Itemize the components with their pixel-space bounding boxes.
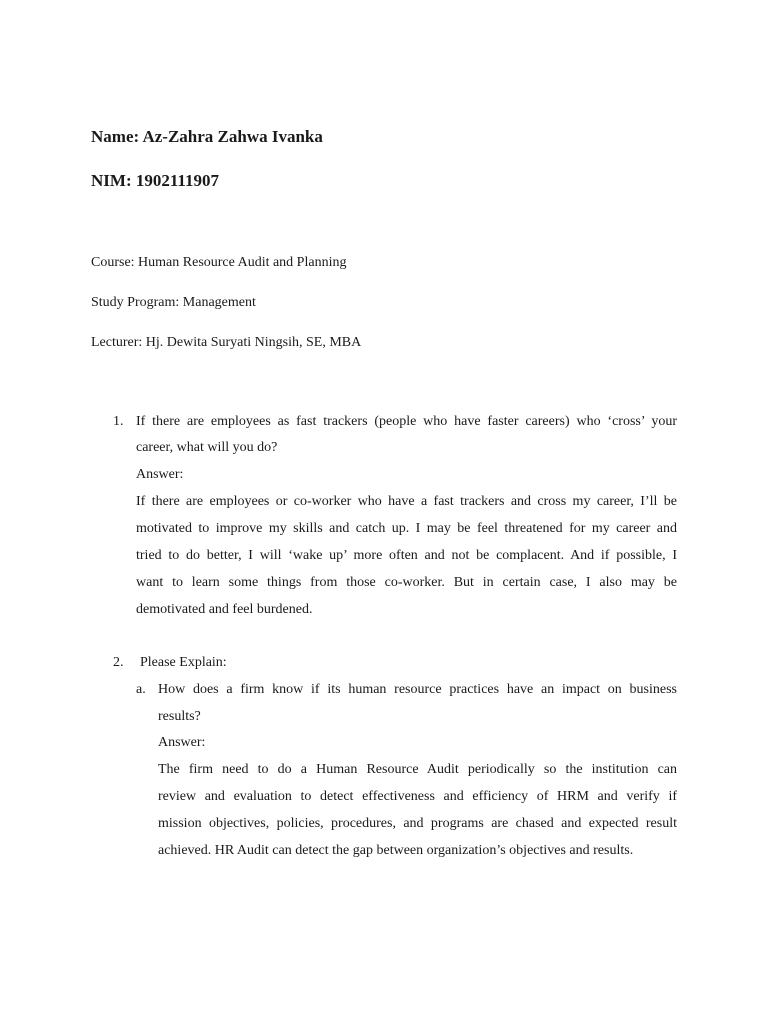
answer-1-line-2: motivated to improve my skills and catch up. I may be feel threatened for my career and [136,521,677,536]
question-2a-text-line-2: results? [158,709,201,724]
answer-2a-line-3: mission objectives, policies, procedures, and programs are chased and expected result [158,816,677,831]
course-line: Course: Human Resource Audit and Planning [91,255,347,270]
answer-2a-line-4: achieved. HR Audit can detect the gap between organization’s objectives and results. [158,843,634,858]
answer-1-label: Answer: [136,467,184,482]
question-1-text-line-2: career, what will you do? [136,440,278,455]
answer-2a-line-1: The firm need to do a Human Resource Audit periodically so the institution can [158,762,677,777]
student-nim: NIM: 1902111907 [91,171,219,190]
question-2a-text-line-1: How does a firm know if its human resource practices have an impact on business [158,682,677,697]
question-2-number: 2. [113,655,124,670]
answer-1-line-3: tried to do better, I will ‘wake up’ more often and not be complacent. And if possible, I [136,548,677,563]
answer-2a-line-2: review and evaluation to detect effectiveness and efficiency of HRM and verify if [158,789,677,804]
study-program-line: Study Program: Management [91,295,256,310]
question-2a-letter: a. [136,682,146,697]
question-1-number: 1. [113,414,124,429]
answer-1-line-1: If there are employees or co-worker who have a fast trackers and cross my career, I’ll be [136,494,677,509]
question-2-title: Please Explain: [140,655,227,670]
answer-1-line-4: want to learn some things from those co-worker. But in certain case, I also may be [136,575,677,590]
answer-1-line-5: demotivated and feel burdened. [136,602,313,617]
student-name: Name: Az-Zahra Zahwa Ivanka [91,127,323,146]
question-1-text-line-1: If there are employees as fast trackers (people who have faster careers) who ‘cross’ your [136,414,677,429]
answer-2a-label: Answer: [158,735,206,750]
lecturer-line: Lecturer: Hj. Dewita Suryati Ningsih, SE, MBA [91,335,362,350]
